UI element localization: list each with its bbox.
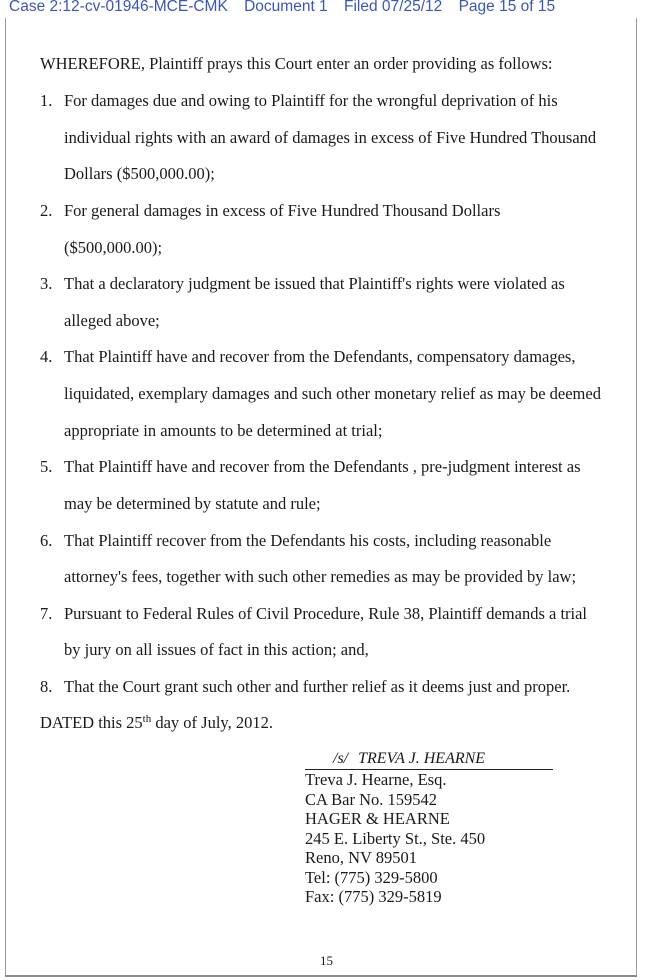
item-text-line: That the Court grant such other and further relief as it deems just and proper.: [64, 677, 571, 696]
item-number: 6.: [40, 531, 53, 550]
item-text-line: may be determined by statute and rule;: [64, 494, 321, 513]
street-address: 245 E. Liberty St., Ste. 450: [305, 828, 486, 848]
signature-name: TREVA J. HEARNE: [358, 750, 486, 767]
dated-text-end: day of July, 2012.: [151, 713, 273, 732]
item-text-line: That Plaintiff have and recover from the Defendants , pre-judgment interest as: [64, 457, 581, 476]
item-text-line: attorney's fees, together with such other remedies as may be provided by law;: [64, 567, 577, 586]
filing-header: [9, 0, 555, 16]
item-number: 4.: [40, 347, 53, 366]
signature-mark: /s/: [333, 750, 349, 767]
prayer-intro: WHEREFORE, Plaintiff prays this Court enter an order providing as follows:: [40, 54, 553, 73]
case-number: Case 2:12-cv-01946-MCE-CMK: [9, 0, 228, 15]
page-number: 15: [320, 953, 333, 968]
bar-number: CA Bar No. 159542: [305, 789, 437, 809]
item-text-line: ($500,000.00);: [64, 238, 163, 257]
item-text-line: For damages due and owing to Plaintiff for the wrongful deprivation of his: [64, 91, 558, 110]
firm-name: HAGER & HEARNE: [305, 809, 450, 828]
item-text-line: Pursuant to Federal Rules of Civil Procedure, Rule 38, Plaintiff demands a trial: [64, 604, 588, 623]
fax: Fax: (775) 329-5819: [305, 887, 442, 906]
signature-line: [305, 750, 553, 770]
item-text-line: alleged above;: [64, 311, 160, 330]
document-number: Document 1: [244, 0, 328, 15]
dated-line: [40, 713, 273, 733]
item-text-line: Dollars ($500,000.00);: [64, 164, 215, 183]
bottom-rule: [5, 975, 637, 977]
item-text-line: liquidated, exemplary damages and such other monetary relief as may be deemed: [64, 384, 601, 403]
item-text-line: appropriate in amounts to be determined at trial;: [64, 421, 383, 440]
item-number: 8.: [40, 677, 53, 696]
city-state-zip: Reno, NV 89501: [305, 848, 417, 867]
item-text-line: That a declaratory judgment be issued that Plaintiff's rights were violated as: [64, 274, 565, 293]
item-text-line: That Plaintiff recover from the Defendants his costs, including reasonable: [64, 531, 552, 550]
item-text-line: individual rights with an award of damages in excess of Five Hundred Thousand: [64, 128, 597, 147]
telephone: Tel: (775) 329-5800: [305, 867, 438, 887]
item-number: 2.: [40, 201, 53, 220]
item-number: 3.: [40, 274, 53, 293]
item-number: 5.: [40, 457, 53, 476]
item-text-line: That Plaintiff have and recover from the Defendants, compensatory damages,: [64, 347, 576, 366]
page-indicator: Page 15 of 15: [458, 0, 556, 15]
item-text-line: For general damages in excess of Five Hundred Thousand Dollars: [64, 201, 501, 220]
item-text-line: by jury on all issues of fact in this action; and,: [64, 640, 369, 659]
item-number: 1.: [40, 91, 53, 110]
signature-block: [305, 770, 485, 907]
attorney-name: Treva J. Hearne, Esq.: [305, 770, 447, 789]
filed-date: Filed 07/25/12: [344, 0, 443, 15]
item-number: 7.: [40, 604, 53, 623]
ordinal-suffix: th: [142, 713, 152, 725]
dated-text: DATED this 25: [40, 713, 143, 732]
